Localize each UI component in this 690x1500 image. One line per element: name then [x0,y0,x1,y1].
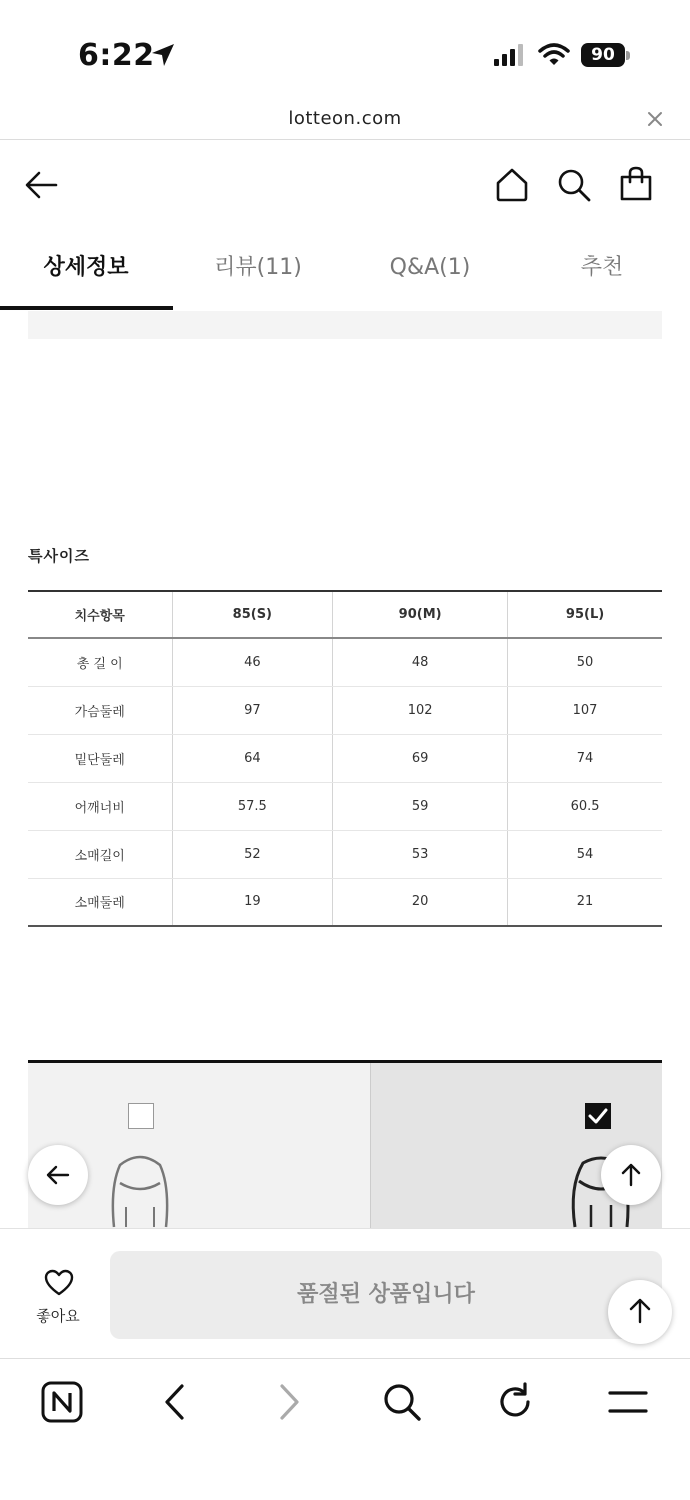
content-divider-strip [28,311,662,339]
chevron-right-icon[interactable] [274,1381,304,1423]
table-row [28,638,662,686]
size-value: 59 [333,782,508,830]
size-value: 52 [172,830,333,878]
search-icon[interactable] [556,167,592,203]
size-value: 48 [333,638,508,686]
table-row [28,686,662,734]
tab-detail-info[interactable]: 상세정보 [43,255,129,280]
size-item-label: 가슴둘레 [28,686,172,734]
size-value: 102 [333,686,508,734]
arrow-up-icon [626,1297,654,1325]
size-value: 97 [172,686,333,734]
size-item-label: 총 길 이 [28,638,172,686]
refresh-icon[interactable] [494,1381,536,1423]
app-header [0,141,690,231]
table-row [28,782,662,830]
tab-reviews[interactable]: 리뷰(11) [214,255,302,280]
scroll-top-button[interactable] [601,1145,661,1205]
size-value: 50 [508,638,662,686]
shopping-bag-icon[interactable] [618,165,654,203]
arrow-up-icon [618,1162,644,1188]
naver-icon[interactable] [41,1381,83,1423]
size-value: 64 [172,734,333,782]
fit-option-selected [370,1063,662,1228]
fit-checkbox-unchecked [128,1103,154,1129]
prev-slide-button[interactable] [28,1145,88,1205]
status-time: 6:22 [78,38,155,73]
fit-option-normal [28,1063,370,1228]
table-row [28,830,662,878]
active-tab-indicator [0,306,173,310]
size-value: 53 [333,830,508,878]
fit-illustration-section [28,1060,662,1228]
signal-icon [494,44,526,66]
size-value: 21 [508,878,662,926]
tab-recommend[interactable]: 추천 [580,255,624,280]
size-table [28,590,662,927]
like-label[interactable]: 좋아요 [36,1307,80,1325]
size-value: 60.5 [508,782,662,830]
url-text[interactable]: lotteon.com [288,108,402,129]
check-icon [585,1103,611,1129]
status-bar [0,0,690,100]
size-item-label: 소매둘레 [28,878,172,926]
close-icon[interactable] [646,110,664,128]
size-table-header-row [28,591,662,638]
table-row [28,878,662,926]
browser-toolbar [0,1358,690,1500]
size-section-title: 특사이즈 [28,547,90,565]
soldout-button[interactable]: 품절된 상품입니다 [110,1251,662,1339]
chevron-left-icon[interactable] [160,1381,190,1423]
home-icon[interactable] [494,167,530,203]
garment-sketch-icon [104,1147,176,1228]
back-arrow-icon[interactable] [24,169,60,201]
back-arrow-icon [45,1162,71,1188]
detail-tabs [0,232,690,310]
size-table-header: 90(M) [333,591,508,638]
size-item-label: 소매길이 [28,830,172,878]
size-value: 57.5 [172,782,333,830]
url-bar[interactable] [0,100,690,140]
size-value: 54 [508,830,662,878]
size-table-header: 치수항목 [28,591,172,638]
size-value: 74 [508,734,662,782]
battery-indicator: 90 [581,43,625,67]
size-value: 107 [508,686,662,734]
size-table-header: 85(S) [172,591,333,638]
table-row [28,734,662,782]
tab-qna[interactable]: Q&A(1) [389,255,471,280]
fit-checkbox-checked [585,1103,611,1129]
size-value: 20 [333,878,508,926]
heart-icon[interactable] [44,1269,74,1297]
size-item-label: 어깨너비 [28,782,172,830]
wifi-icon [538,42,570,66]
scroll-top-button-secondary[interactable] [608,1280,672,1344]
battery-nub [626,51,630,60]
bottom-action-bar [0,1228,690,1358]
location-arrow-icon [150,42,176,68]
size-value: 19 [172,878,333,926]
size-table-header: 95(L) [508,591,662,638]
size-value: 69 [333,734,508,782]
search-icon[interactable] [381,1381,423,1423]
size-value: 46 [172,638,333,686]
menu-icon[interactable] [607,1381,649,1423]
size-item-label: 밑단둘레 [28,734,172,782]
